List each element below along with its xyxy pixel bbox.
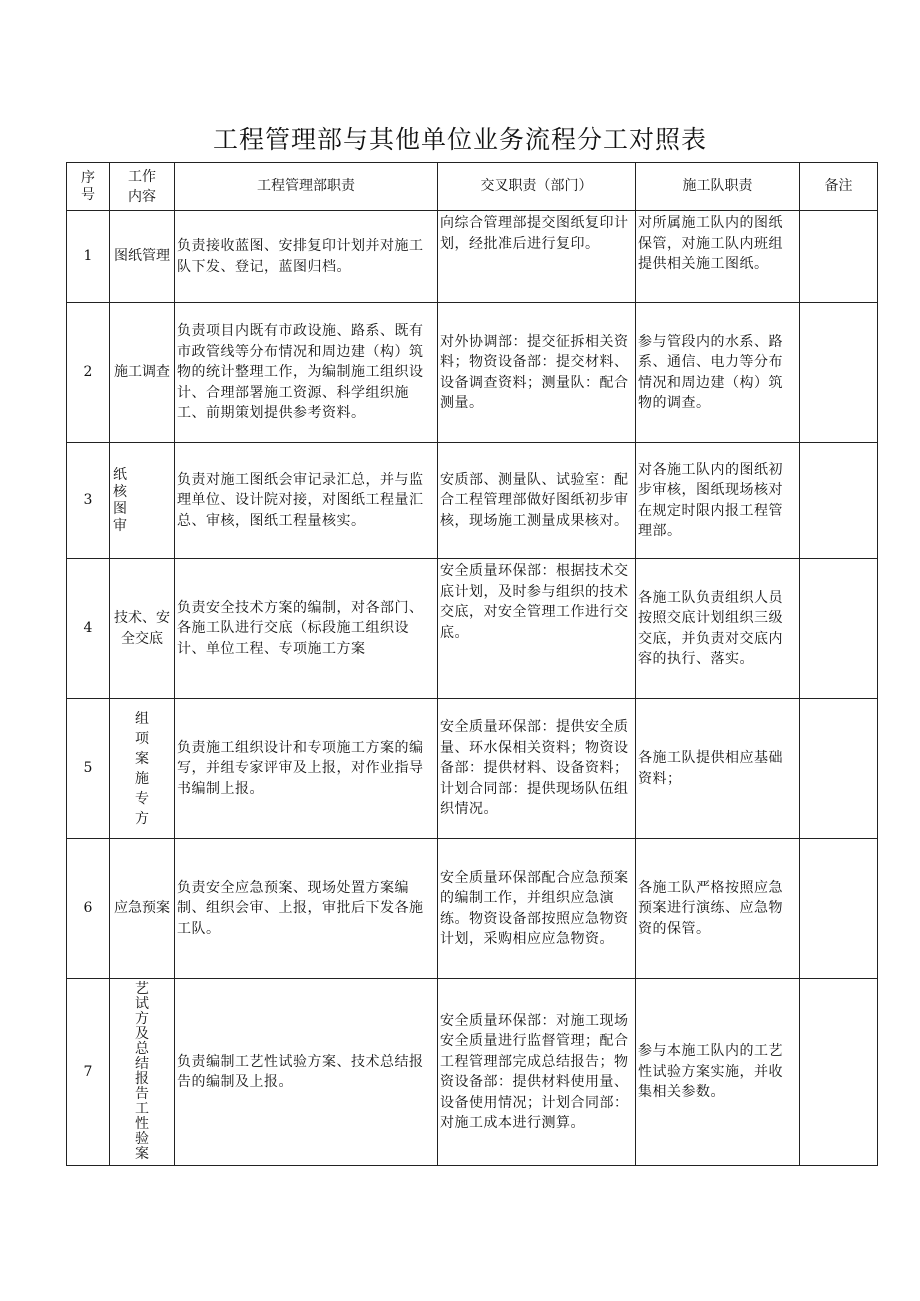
table-row <box>67 559 878 699</box>
table-row <box>67 979 878 1166</box>
row-note <box>800 559 878 699</box>
row-team-duty: 参与管段内的水系、路系、通信、电力等分布情况和周边建（构）筑物的调查。 <box>636 303 800 443</box>
table-row <box>67 443 878 559</box>
row-no: 6 <box>67 839 110 979</box>
header-no: 序号 <box>67 163 110 211</box>
row-cross-duty: 安全质量环保部：对施工现场安全质量进行监督管理；配合工程管理部完成总结报告；物资设备部：提供材料使用量、设备使用情况；计划合同部：对施工成本进行测算。 <box>438 979 636 1166</box>
row-team-duty: 对所属施工队内的图纸保管，对施工队内班组提供相关施工图纸。 <box>636 211 800 303</box>
header-dept: 工程管理部职责 <box>175 163 438 211</box>
row-task: 纸核图审 <box>110 443 175 559</box>
row-task: 技术、安全交底 <box>110 559 175 699</box>
row-cross-duty: 安全质量环保部：提供安全质量、环水保相关资料；物资设备部：提供材料、设备资料；计划合同部：提供现场队伍组织情况。 <box>438 699 636 839</box>
row-dept-duty: 负责对施工图纸会审记录汇总，并与监理单位、设计院对接，对图纸工程量汇总、审核，图纸工程量核实。 <box>175 443 438 559</box>
row-cross-duty: 安全质量环保部配合应急预案的编制工作，并组织应急演练。物资设备部按照应急物资计划，采购相应应急物资。 <box>438 839 636 979</box>
table-row <box>67 839 878 979</box>
row-dept-duty: 负责安全应急预案、现场处置方案编制、组织会审、上报，审批后下发各施工队。 <box>175 839 438 979</box>
row-cross-duty: 安质部、测量队、试验室：配合工程管理部做好图纸初步审核，现场施工测量成果核对。 <box>438 443 636 559</box>
row-task: 图纸管理 <box>110 211 175 303</box>
row-note <box>800 699 878 839</box>
table-row <box>67 699 878 839</box>
row-team-duty: 对各施工队内的图纸初步审核，图纸现场核对在规定时限内报工程管理部。 <box>636 443 800 559</box>
row-task: 组项案施专方 <box>110 699 175 839</box>
row-dept-duty: 负责项目内既有市政设施、路系、既有市政管线等分布情况和周边建（构）筑物的统计整理工作，为编制施工组织设计、合理部署施工资源、科学组织施工、前期策划提供参考资料。 <box>175 303 438 443</box>
division-table <box>66 162 878 1166</box>
row-task: 应急预案 <box>110 839 175 979</box>
header-cross: 交叉职责（部门） <box>438 163 636 211</box>
row-no: 2 <box>67 303 110 443</box>
row-team-duty: 参与本施工队内的工艺性试验方案实施，并收集相关参数。 <box>636 979 800 1166</box>
row-no: 1 <box>67 211 110 303</box>
row-no: 5 <box>67 699 110 839</box>
row-note <box>800 211 878 303</box>
row-no: 7 <box>67 979 110 1166</box>
row-team-duty: 各施工队提供相应基础资料； <box>636 699 800 839</box>
row-cross-duty: 向综合管理部提交图纸复印计划，经批准后进行复印。 <box>438 211 636 303</box>
row-note <box>800 979 878 1166</box>
row-dept-duty: 负责接收蓝图、安排复印计划并对施工队下发、登记，蓝图归档。 <box>175 211 438 303</box>
row-dept-duty: 负责施工组织设计和专项施工方案的编写，并组专家评审及上报，对作业指导书编制上报。 <box>175 699 438 839</box>
row-dept-duty: 负责编制工艺性试验方案、技术总结报告的编制及上报。 <box>175 979 438 1166</box>
row-note <box>800 303 878 443</box>
table-row <box>67 303 878 443</box>
row-note <box>800 839 878 979</box>
header-task: 工作内容 <box>110 163 175 211</box>
row-task: 艺试方及总结报告工性验案 <box>110 979 175 1166</box>
row-team-duty: 各施工队负责组织人员按照交底计划组织三级交底，并负责对交底内容的执行、落实。 <box>636 559 800 699</box>
row-cross-duty: 安全质量环保部：根据技术交底计划，及时参与组织的技术交底，对安全管理工作进行交底。 <box>438 559 636 699</box>
row-no: 3 <box>67 443 110 559</box>
table-row <box>67 211 878 303</box>
header-row <box>67 163 878 211</box>
row-task: 施工调查 <box>110 303 175 443</box>
row-dept-duty: 负责安全技术方案的编制，对各部门、各施工队进行交底（标段施工组织设计、单位工程、专项施工方案 <box>175 559 438 699</box>
page-title: 工程管理部与其他单位业务流程分工对照表 <box>212 125 707 154</box>
header-note: 备注 <box>800 163 878 211</box>
row-cross-duty: 对外协调部：提交征拆相关资料；物资设备部：提交材料、设备调查资料；测量队：配合测量。 <box>438 303 636 443</box>
header-team: 施工队职责 <box>636 163 800 211</box>
row-team-duty: 各施工队严格按照应急预案进行演练、应急物资的保管。 <box>636 839 800 979</box>
row-no: 4 <box>67 559 110 699</box>
row-note <box>800 443 878 559</box>
